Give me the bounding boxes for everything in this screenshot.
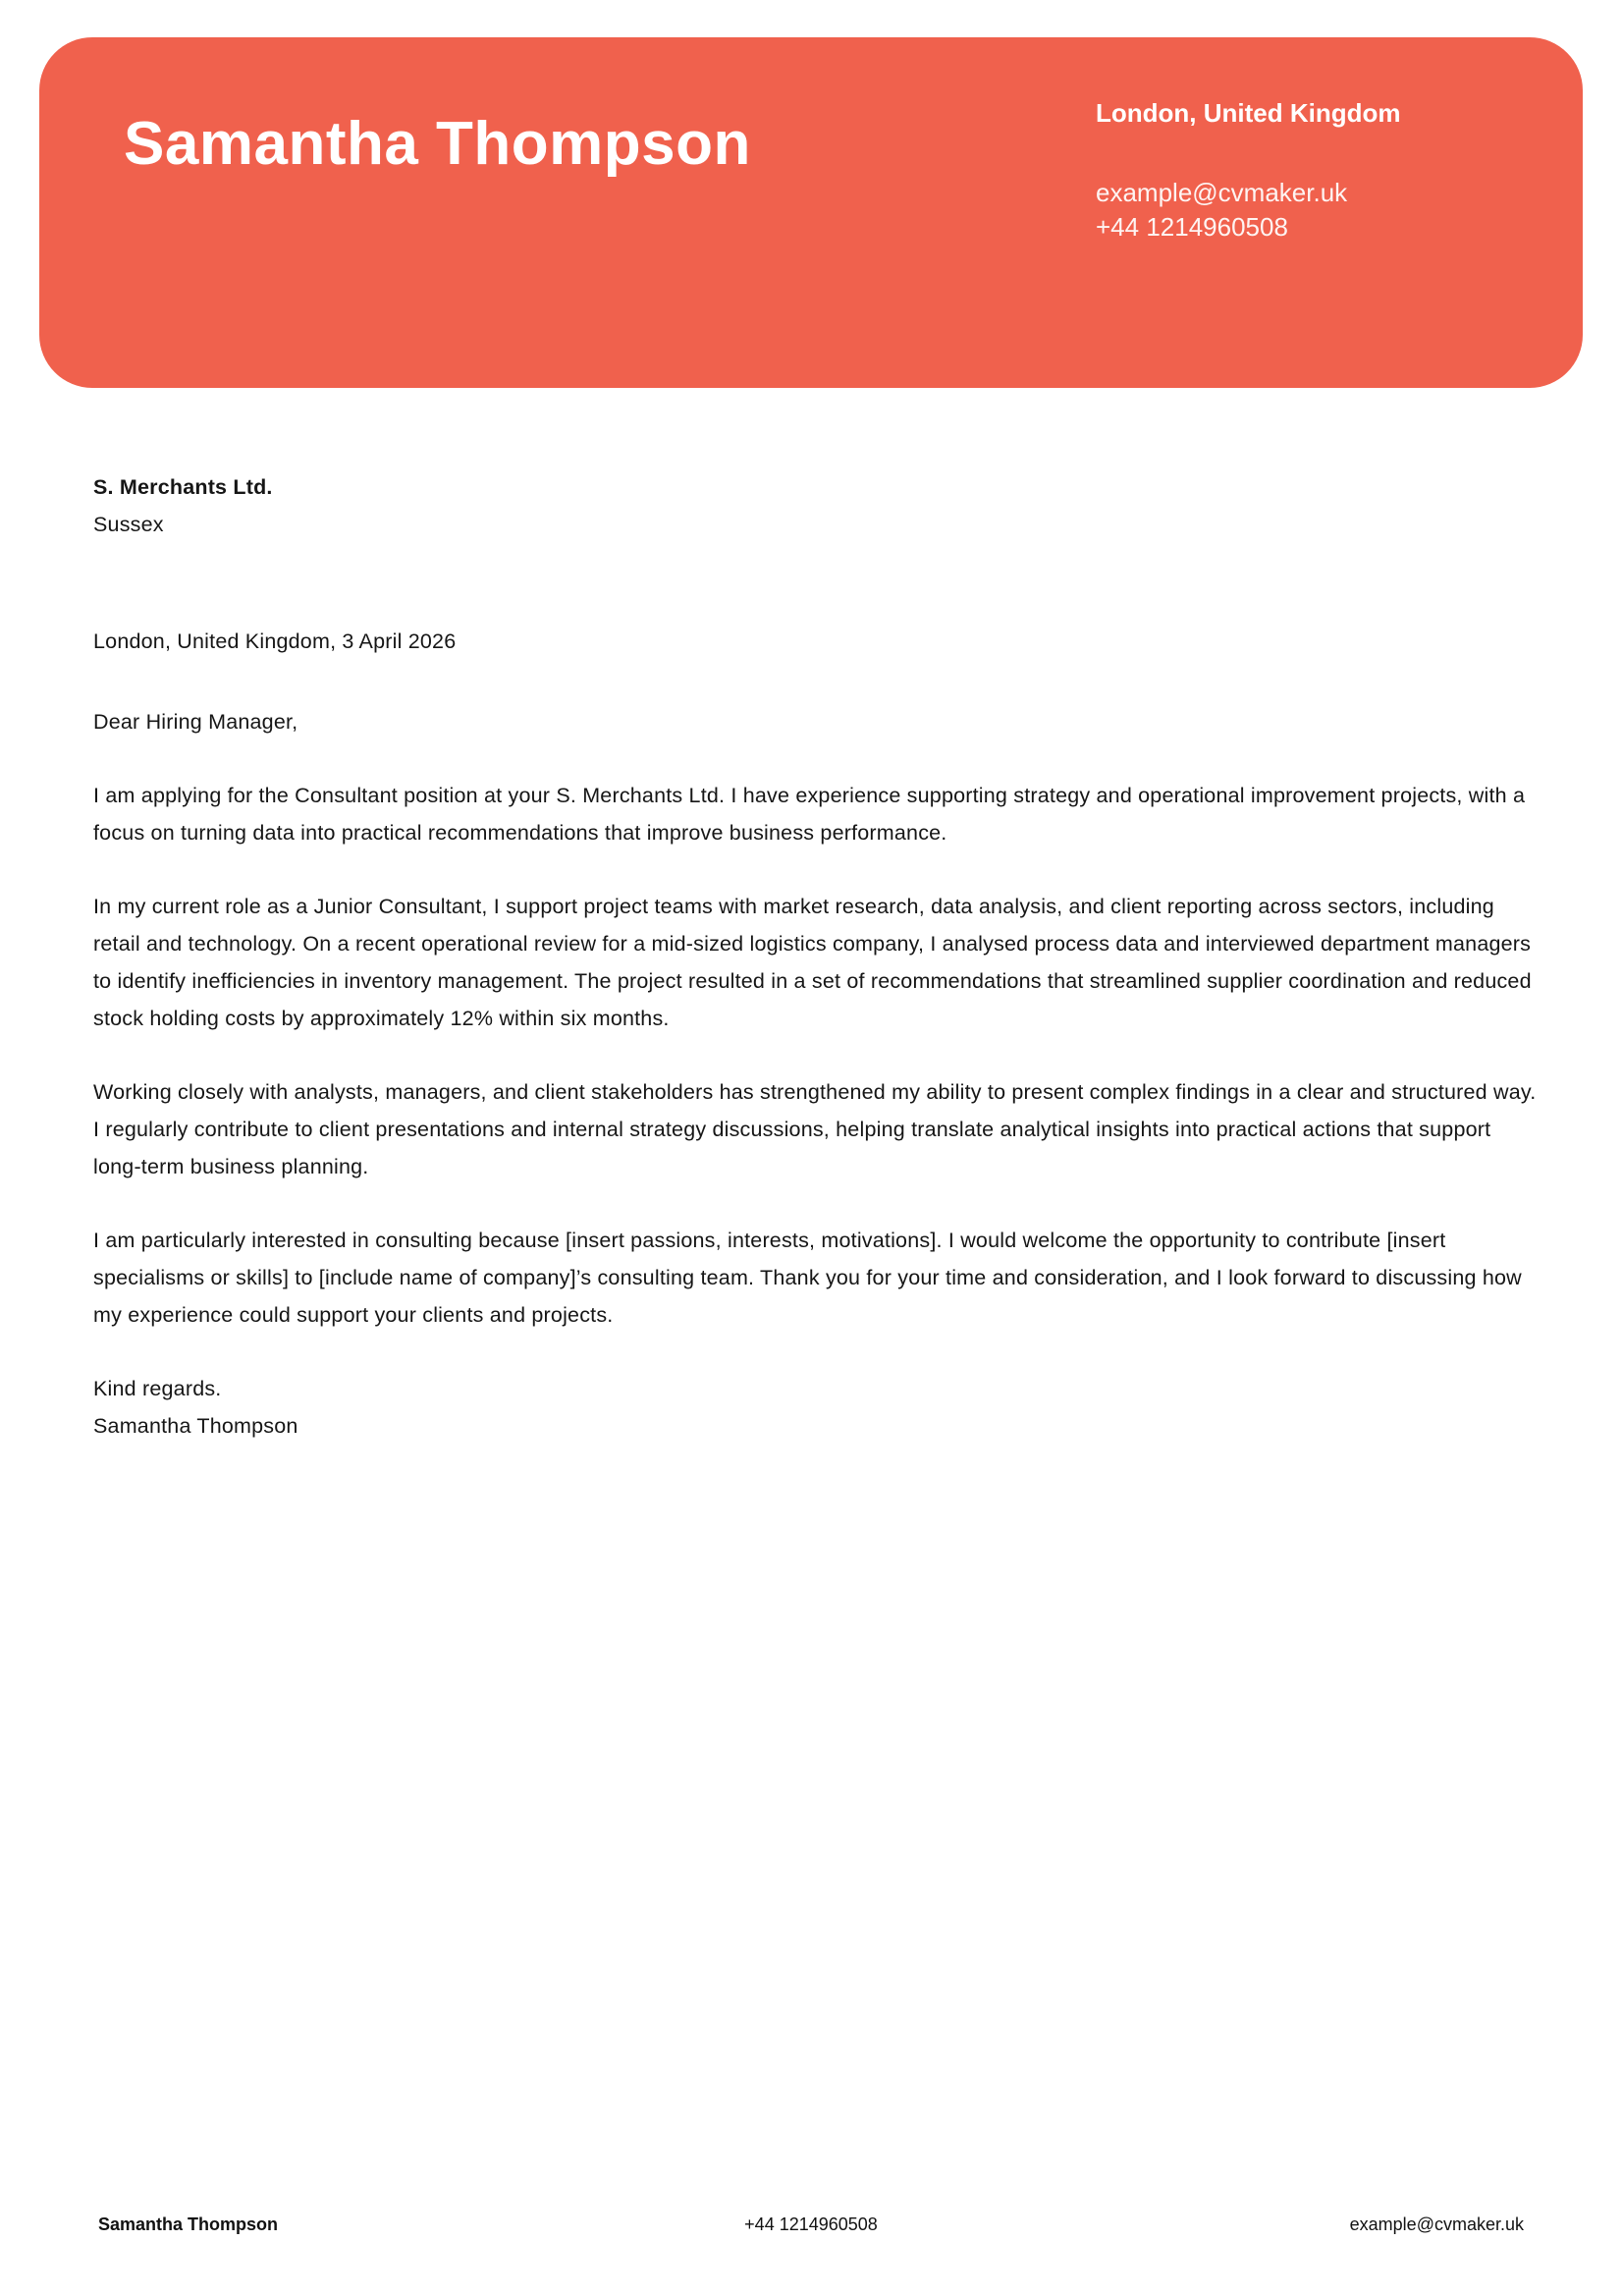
letter-paragraph-2: In my current role as a Junior Consultant, I support project teams with market research, data analysis, and client reporting across sectors, including retail and technology. On a recent operational review for a mid-sized logistics company, I analysed process data and interviewed department managers to identify inefficiencies in inventory management. The project resulted in a set of recommendations that streamlined supplier coordination and reduced stock holding costs by approximately 12% within six months.: [93, 895, 1532, 1030]
applicant-name: Samantha Thompson: [124, 110, 751, 178]
closing-block: [93, 1370, 1537, 1445]
letter-paragraph-4: I am particularly interested in consulting because [insert passions, interests, motivations]. I would welcome the opportunity to contribute [insert specialisms or skills] to [include name of company]’s consulting team. Thank you for your time and consideration, and I look forward to discussing how my experience could support your clients and projects.: [93, 1229, 1522, 1327]
header-contact-block: [1096, 96, 1401, 245]
recipient-block: [93, 468, 1537, 543]
contact-location: London, United Kingdom: [1096, 98, 1401, 128]
closing-line: Kind regards.: [93, 1377, 222, 1400]
letter-paragraph-3: Working closely with analysts, managers, and client stakeholders has strengthened my ability to present complex findings in a clear and structured way. I regularly contribute to client presentations and internal strategy discussions, helping translate analytical insights into practical actions that support long-term business planning.: [93, 1080, 1537, 1178]
footer-email: example@cvmaker.uk: [1349, 2214, 1524, 2234]
letter-paragraph-1: I am applying for the Consultant position at your S. Merchants Ltd. I have experience supporting strategy and operational improvement projects, with a focus on turning data into practical recommendations that improve business performance.: [93, 784, 1526, 845]
letter-body: [93, 468, 1537, 1445]
contact-phone: +44 1214960508: [1096, 212, 1288, 242]
header-banner: [39, 37, 1583, 388]
page-footer: [98, 2214, 1524, 2235]
signature-name: Samantha Thompson: [93, 1414, 298, 1438]
footer-name: Samantha Thompson: [98, 2214, 279, 2234]
recipient-region: Sussex: [93, 513, 164, 536]
contact-email: example@cvmaker.uk: [1096, 178, 1348, 207]
salutation: Dear Hiring Manager,: [93, 710, 298, 734]
footer-phone: +44 1214960508: [744, 2214, 878, 2234]
recipient-company: S. Merchants Ltd.: [93, 475, 273, 499]
date-line: London, United Kingdom, 3 April 2026: [93, 629, 457, 653]
